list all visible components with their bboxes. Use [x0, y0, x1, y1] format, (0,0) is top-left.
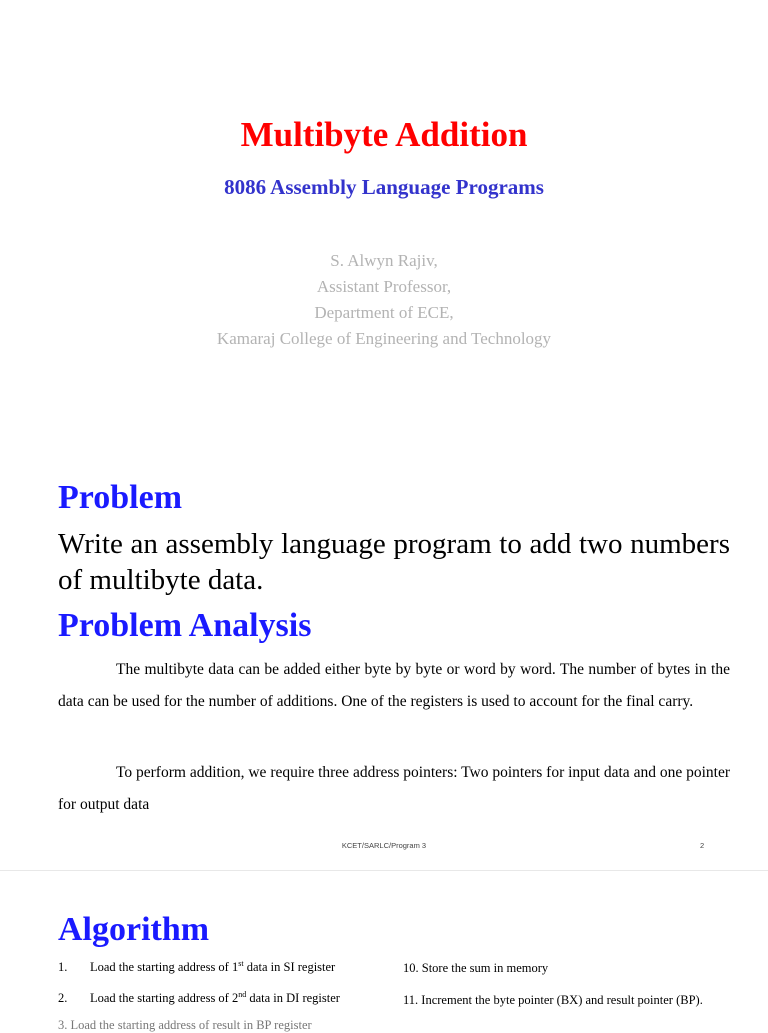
step-text: Load the starting address of 2	[90, 991, 239, 1005]
problem-statement: Write an assembly language program to add two numbers of multibyte data.	[58, 528, 730, 596]
slide-subtitle: 8086 Assembly Language Programs	[224, 175, 544, 199]
algorithm-step	[403, 992, 703, 1008]
analysis-paragraph-2	[58, 757, 730, 821]
step-text: Increment the byte pointer (BX) and result pointer (BP).	[421, 993, 703, 1007]
step-number: 11.	[403, 993, 419, 1007]
step-text: Load the starting address of 1	[90, 960, 239, 974]
author-institution: Kamaraj College of Engineering and Technology	[216, 329, 552, 348]
slide-footer: KCET/SARLC/Program 3	[341, 841, 427, 850]
author-designation: Assistant Professor,	[316, 277, 452, 296]
step-number: 10.	[403, 961, 419, 975]
step-text: data in SI register	[243, 960, 336, 974]
slide-title: Multibyte Addition	[240, 115, 528, 154]
analysis-paragraph-2-text: To perform addition, we require three address pointers: Two pointers for input data and one pointer for output data	[58, 764, 730, 813]
algorithm-step-cut: 3. Load the starting address of result in BP register	[58, 1018, 312, 1032]
step-text: data in DI register	[246, 991, 340, 1005]
problem-heading: Problem	[58, 479, 183, 516]
algorithm-step	[58, 959, 335, 975]
algorithm-step	[403, 960, 548, 976]
slide-divider	[0, 870, 768, 871]
step-superscript: st	[238, 958, 244, 968]
step-number: 2.	[58, 991, 68, 1005]
analysis-paragraph-1-text: The multibyte data can be added either byte by byte or word by word. The number of bytes in the data can be used for the number of additions. One of the registers is used to account for the final carry.	[58, 661, 730, 710]
step-superscript: nd	[238, 989, 247, 999]
step-text: Store the sum in memory	[421, 961, 549, 975]
algorithm-step	[58, 990, 340, 1006]
author-department: Department of ECE,	[314, 303, 454, 322]
analysis-paragraph-1	[58, 654, 730, 718]
step-number: 1.	[58, 960, 68, 974]
algorithm-heading: Algorithm	[58, 911, 210, 948]
page-number: 2	[700, 841, 705, 850]
analysis-heading: Problem Analysis	[58, 607, 312, 644]
author-name: S. Alwyn Rajiv,	[330, 251, 438, 270]
